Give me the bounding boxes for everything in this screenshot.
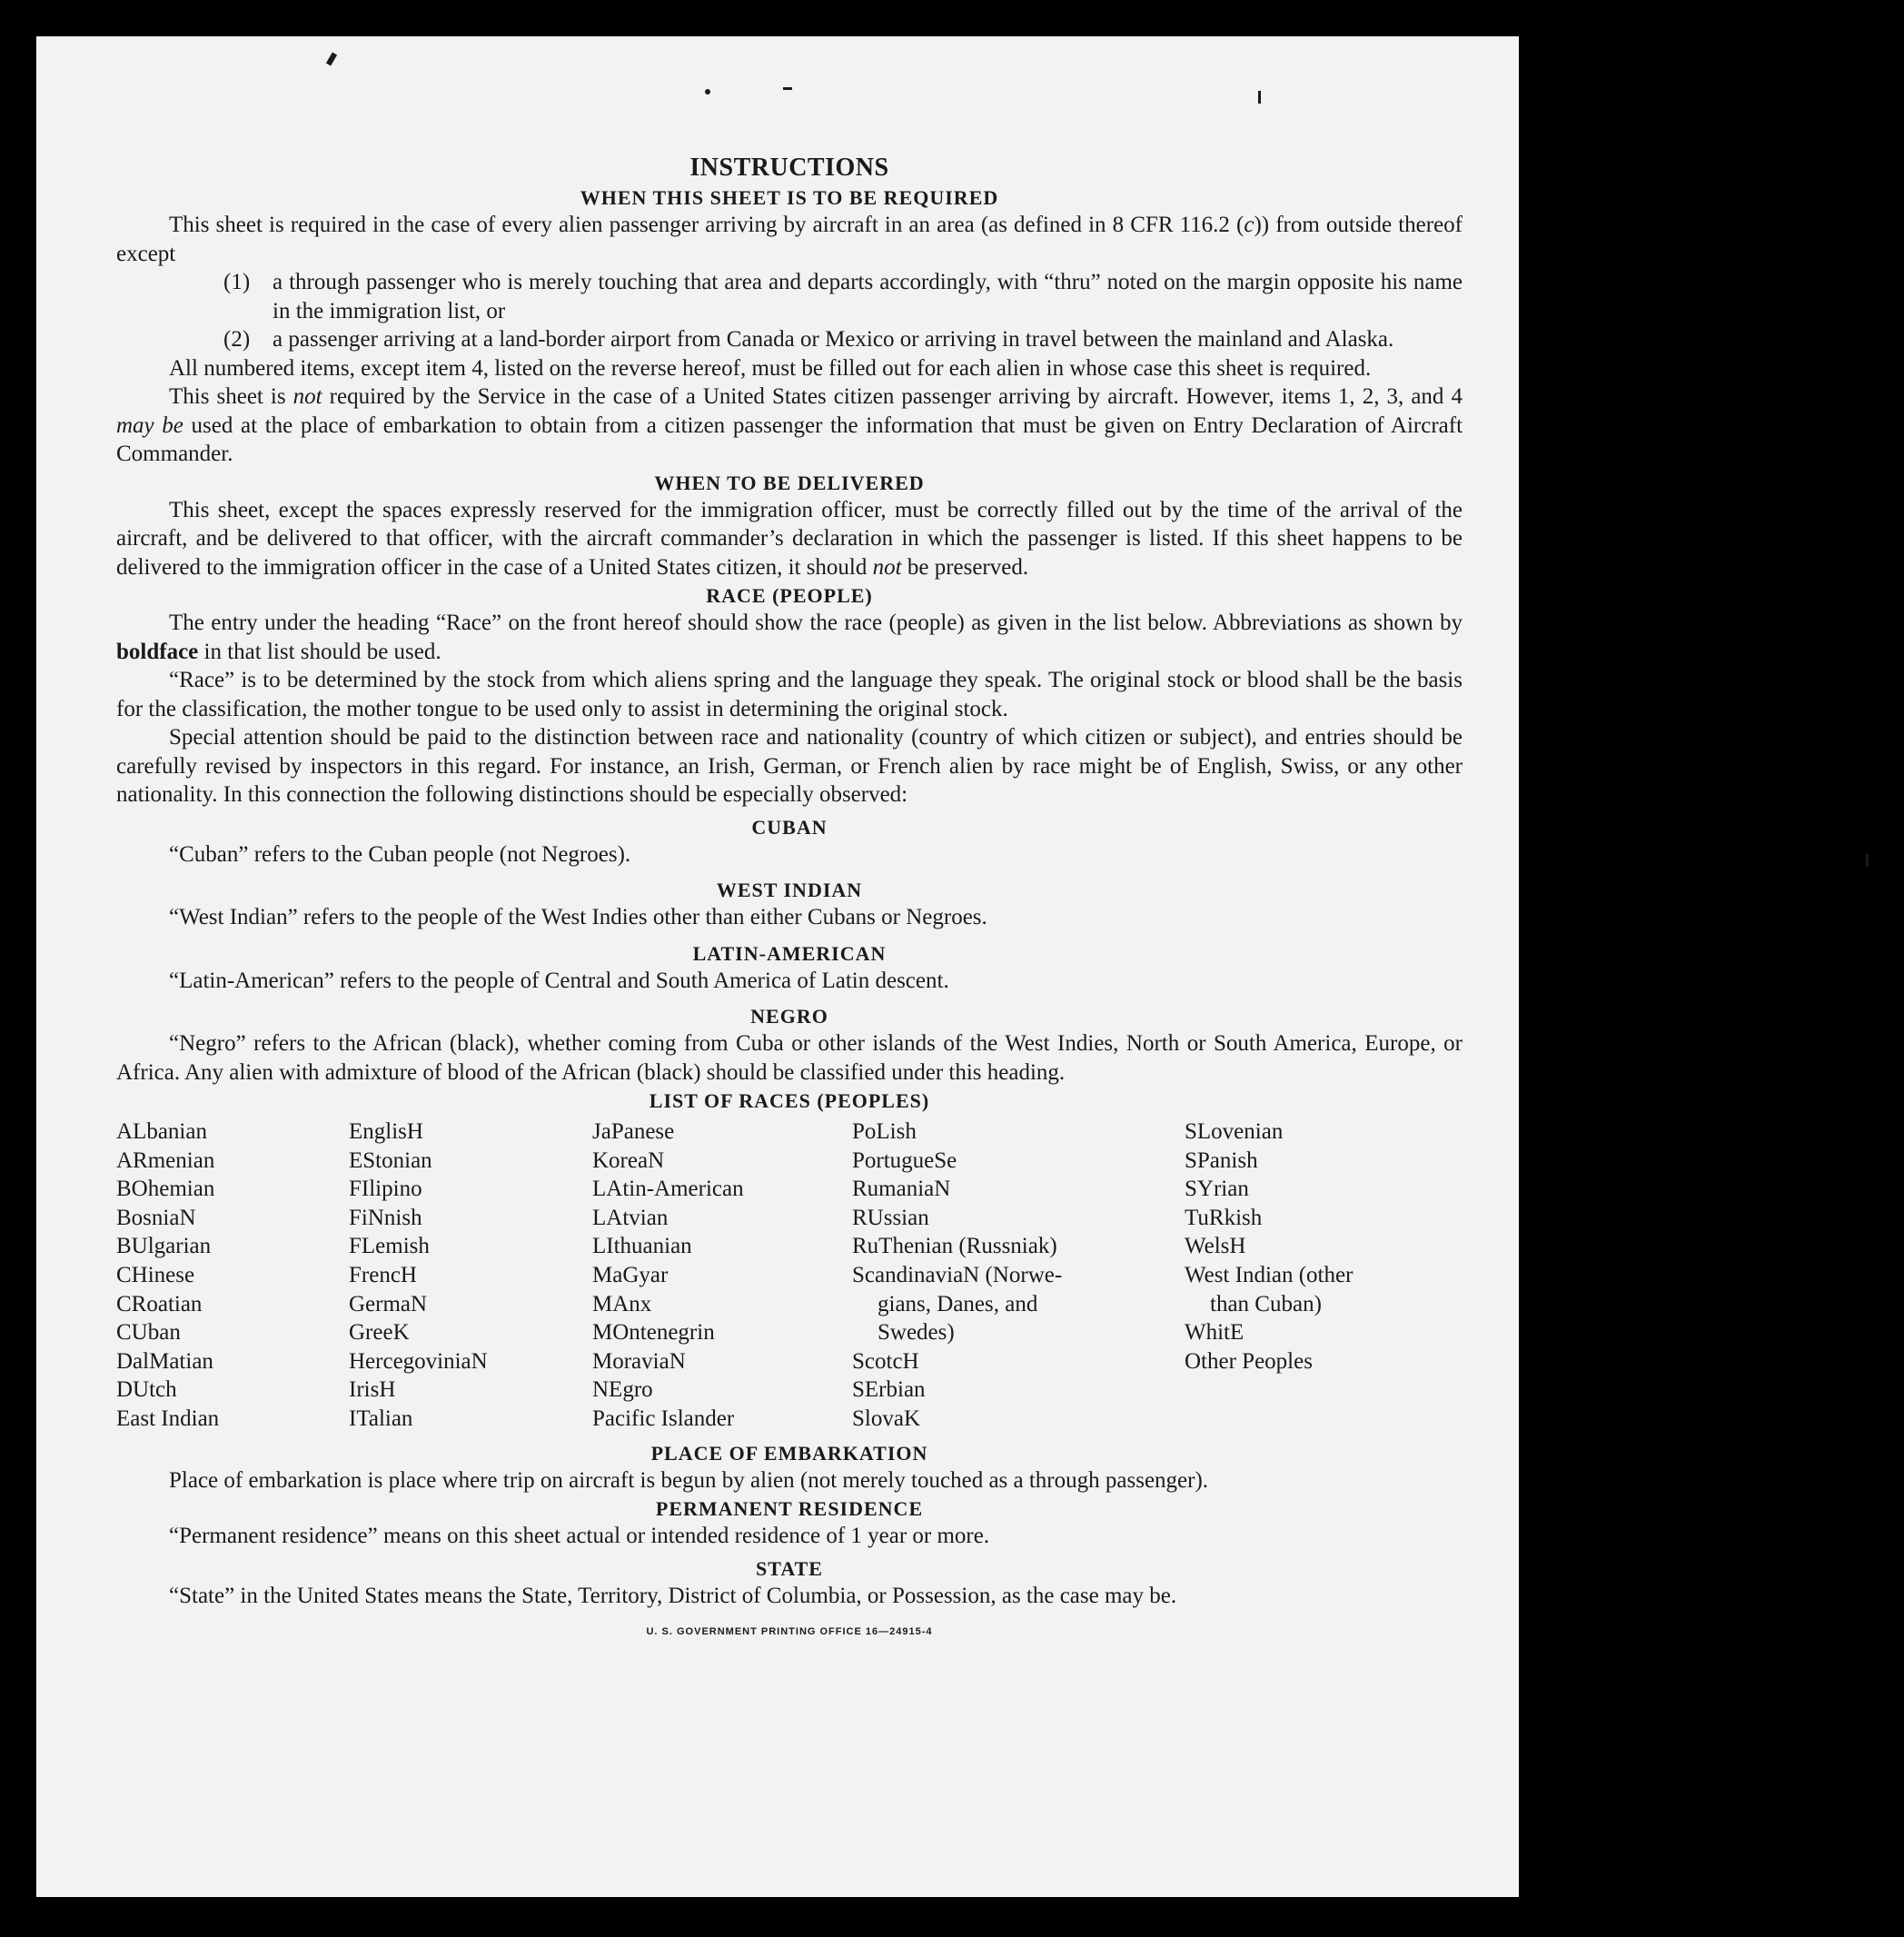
paragraph-race-1: The entry under the heading “Race” on the front hereof should show the race (people) as given in the list below. Abbreviations as shown by boldface in that list should be used.	[116, 611, 1463, 664]
race-entry: EnglisH	[349, 1119, 423, 1144]
races-table	[116, 1118, 1463, 1434]
race-entry: MOntenegrin	[592, 1320, 715, 1346]
race-entry: Swedes)	[878, 1320, 955, 1346]
race-entry: EStonian	[349, 1147, 432, 1173]
race-entry: DUtch	[116, 1377, 177, 1403]
paragraph-west-indian: “West Indian” refers to the people of the West Indies other than either Cubans or Negroes.	[169, 905, 987, 929]
document-page	[36, 36, 1519, 1897]
race-entry: MoraviaN	[592, 1348, 686, 1374]
race-entry: ITalian	[349, 1406, 413, 1431]
race-entry: HercegoviniaN	[349, 1348, 488, 1374]
races-column-1	[116, 1118, 349, 1434]
race-entry: BUlgarian	[116, 1234, 212, 1259]
heading-race: RACE (PEOPLE)	[706, 584, 873, 607]
paragraph-cuban: “Cuban” refers to the Cuban people (not Negroes).	[169, 841, 631, 867]
heading-negro: NEGRO	[750, 1005, 828, 1028]
race-entry: FiNnish	[349, 1205, 422, 1230]
race-entry: SYrian	[1185, 1177, 1249, 1202]
race-entry: MaGyar	[592, 1262, 669, 1287]
heading-west-indian: WEST INDIAN	[716, 879, 863, 901]
scan-mark	[326, 52, 337, 65]
paragraph-residence: “Permanent residence” means on this sheet actual or intended residence of 1 year or more.	[169, 1524, 990, 1549]
race-entry: RUssian	[852, 1205, 929, 1230]
race-entry: ScandinaviaN (Norwe-	[852, 1262, 1063, 1287]
race-entry: ARmenian	[116, 1147, 215, 1173]
race-entry: GreeK	[349, 1320, 410, 1346]
race-entry: KoreaN	[592, 1147, 665, 1173]
race-entry: West Indian (other	[1185, 1262, 1354, 1287]
race-entry: GermaN	[349, 1291, 428, 1316]
race-entry: CRoatian	[116, 1291, 203, 1316]
heading-when-delivered: WHEN TO BE DELIVERED	[654, 471, 925, 494]
races-column-5	[1185, 1118, 1457, 1434]
paragraph-embarkation: Place of embarkation is place where trip on aircraft is begun by alien (not merely touched as a through passenger).	[169, 1467, 1209, 1493]
paragraph-numbered-items: All numbered items, except item 4, listed on the reverse hereof, must be filled out for each alien in whose case this sheet is required.	[169, 355, 1372, 381]
race-entry: ScotcH	[852, 1348, 919, 1374]
race-entry: Other Peoples	[1185, 1348, 1313, 1374]
paragraph-state: “State” in the United States means the State, Territory, District of Columbia, or Possession, as the case may be.	[169, 1583, 1177, 1608]
races-column-3	[592, 1118, 852, 1434]
race-entry: TuRkish	[1185, 1205, 1263, 1230]
race-entry: Pacific Islander	[592, 1406, 735, 1431]
race-entry: WhitE	[1185, 1320, 1245, 1346]
heading-cuban: CUBAN	[751, 815, 828, 839]
race-entry: SErbian	[852, 1377, 926, 1403]
race-entry: IrisH	[349, 1377, 396, 1403]
race-entry: East Indian	[116, 1406, 220, 1431]
paragraph-citizen: This sheet is not required by the Service in the case of a United States citizen passenger arriving by aircraft. However, items 1, 2, 3, and 4 may be used at the place of embarkation to obtain from a citizen passenger the information that must be given on Entry Declaration of Aircraft Commander.	[116, 384, 1463, 466]
scan-mark	[783, 87, 792, 90]
heading-when-required: WHEN THIS SHEET IS TO BE REQUIRED	[580, 186, 999, 209]
scan-mark	[705, 89, 710, 94]
paragraph-race-3: Special attention should be paid to the distinction between race and nationality (country of which citizen or subject), and entries should be carefully revised by inspectors in this regard. For instance, an Irish, German, or French alien by race might be of English, Swiss, or any other nationality. In this connection the following distinctions should be especially observed:	[116, 725, 1463, 807]
race-entry: RumaniaN	[852, 1177, 951, 1202]
heading-state: STATE	[756, 1556, 823, 1580]
race-entry: SPanish	[1185, 1147, 1258, 1173]
race-entry: SlovaK	[852, 1406, 920, 1431]
race-entry: FrencH	[349, 1262, 417, 1287]
scan-mark	[1258, 91, 1261, 104]
race-entry: LAtvian	[592, 1205, 669, 1230]
race-entry: NEgro	[592, 1377, 653, 1403]
document-body	[116, 153, 1463, 1637]
races-column-2	[349, 1118, 592, 1434]
race-entry: WelsH	[1185, 1234, 1246, 1259]
race-entry: MAnx	[592, 1291, 652, 1316]
race-entry: gians, Danes, and	[878, 1291, 1038, 1316]
paragraph-latin-american: “Latin-American” refers to the people of Central and South America of Latin descent.	[169, 968, 949, 993]
heading-place-of-embarkation: PLACE OF EMBARKATION	[650, 1441, 928, 1465]
race-entry: PortugueSe	[852, 1147, 957, 1173]
race-entry: PoLish	[852, 1119, 917, 1144]
race-entry: JaPanese	[592, 1119, 675, 1144]
race-entry: ALbanian	[116, 1119, 207, 1144]
heading-permanent-residence: PERMANENT RESIDENCE	[655, 1497, 924, 1521]
race-entry: RuThenian (Russniak)	[852, 1234, 1057, 1259]
race-entry: LAtin-American	[592, 1177, 744, 1202]
race-entry: CUban	[116, 1320, 181, 1346]
paragraph-race-2: “Race” is to be determined by the stock from which aliens spring and the language they speak. The original stock or blood shall be the basis for the classification, the mother tongue to be used only to assist in determining the original stock.	[116, 668, 1463, 721]
paragraph-delivered: This sheet, except the spaces expressly reserved for the immigration officer, must be correctly filled out by the time of the arrival of the aircraft, and be delivered to that officer, with the aircraft commander’s declaration in which the passenger is listed. If this sheet happens to be delivered to the immigration officer in the case of a United States citizen, it should not be preserved.	[116, 497, 1463, 580]
race-entry: LIthuanian	[592, 1234, 692, 1259]
race-entry: BOhemian	[116, 1177, 215, 1202]
exception-item-1: (1) a through passenger who is merely touching that area and departs accordingly, with “thru” noted on the margin opposite his name in the immigration list, or	[223, 270, 1463, 323]
exception-item-2: (2) a passenger arriving at a land-border airport from Canada or Mexico or arriving in travel between the mainland and Alaska.	[223, 327, 1394, 352]
heading-latin-american: LATIN-AMERICAN	[692, 941, 887, 965]
race-entry: SLovenian	[1185, 1119, 1284, 1144]
paragraph-required: This sheet is required in the case of every alien passenger arriving by aircraft in an area (as defined in 8 CFR 116.2 (c)) from outside thereof except	[116, 213, 1463, 266]
race-entry: than Cuban)	[1210, 1291, 1322, 1316]
heading-list-of-races: LIST OF RACES (PEOPLES)	[649, 1089, 930, 1112]
page-title: INSTRUCTIONS	[689, 154, 889, 182]
printing-office-footer: U. S. GOVERNMENT PRINTING OFFICE 16—24915-4	[646, 1626, 933, 1638]
races-column-4	[852, 1118, 1185, 1434]
race-entry: BosniaN	[116, 1205, 196, 1230]
race-entry: FIlipino	[349, 1177, 422, 1202]
race-entry: FLemish	[349, 1234, 430, 1259]
paragraph-negro: “Negro” refers to the African (black), whether coming from Cuba or other islands of the West Indies, North or South America, Europe, or Africa. Any alien with admixture of blood of the African (black) should be classified under this heading.	[116, 1031, 1463, 1085]
race-entry: CHinese	[116, 1262, 195, 1287]
scan-mark	[1866, 854, 1869, 867]
race-entry: DalMatian	[116, 1348, 213, 1374]
